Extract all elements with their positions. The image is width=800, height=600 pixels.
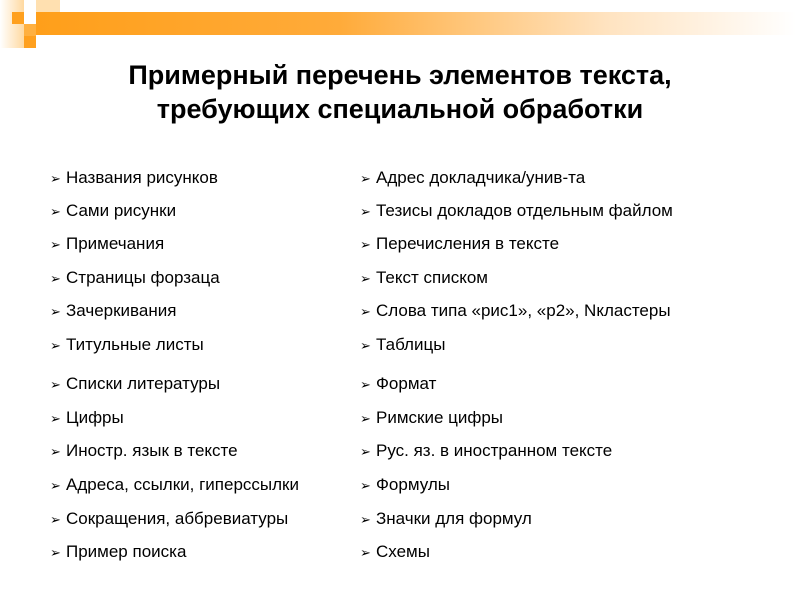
arrow-bullet-icon: ➢ — [360, 237, 371, 252]
list-item-text: Значки для формул — [376, 509, 532, 528]
arrow-bullet-icon: ➢ — [360, 171, 371, 186]
arrow-bullet-icon: ➢ — [50, 237, 61, 252]
list-item-text: Страницы форзаца — [66, 268, 220, 287]
arrow-bullet-icon: ➢ — [50, 478, 61, 493]
arrow-bullet-icon: ➢ — [50, 171, 61, 186]
list-item-text: Формулы — [376, 475, 450, 494]
list-item — [50, 509, 288, 530]
list-item-text: Таблицы — [376, 335, 446, 354]
list-item — [360, 335, 445, 356]
slide-title — [0, 58, 800, 126]
list-item-text: Текст списком — [376, 268, 488, 287]
list-item-text: Формат — [376, 374, 437, 393]
list-item — [50, 234, 164, 255]
list-item — [360, 475, 450, 496]
list-item-text: Зачеркивания — [66, 301, 177, 320]
arrow-bullet-icon: ➢ — [360, 545, 371, 560]
arrow-bullet-icon: ➢ — [360, 204, 371, 219]
list-item — [50, 301, 176, 322]
list-item — [360, 301, 671, 322]
list-item-text: Названия рисунков — [66, 168, 218, 187]
list-item-text: Тезисы докладов отдельным файлом — [376, 201, 673, 220]
arrow-bullet-icon: ➢ — [50, 411, 61, 426]
list-item-text: Схемы — [376, 542, 430, 561]
list-item — [50, 542, 186, 563]
list-item — [50, 475, 299, 496]
title-line-2: требующих специальной обработки — [156, 94, 644, 124]
arrow-bullet-icon: ➢ — [360, 512, 371, 527]
arrow-bullet-icon: ➢ — [50, 204, 61, 219]
arrow-bullet-icon: ➢ — [50, 512, 61, 527]
arrow-bullet-icon: ➢ — [50, 271, 61, 286]
arrow-bullet-icon: ➢ — [360, 444, 371, 459]
title-line-1: Примерный перечень элементов текста, — [128, 60, 672, 90]
list-item — [50, 335, 204, 356]
list-item — [50, 268, 220, 289]
arrow-bullet-icon: ➢ — [360, 478, 371, 493]
arrow-bullet-icon: ➢ — [360, 304, 371, 319]
list-item — [360, 234, 559, 255]
arrow-bullet-icon: ➢ — [50, 545, 61, 560]
list-item-text: Адрес докладчика/унив-та — [376, 168, 586, 187]
arrow-bullet-icon: ➢ — [50, 338, 61, 353]
list-item-text: Цифры — [66, 408, 124, 427]
list-item — [50, 168, 218, 189]
arrow-bullet-icon: ➢ — [360, 271, 371, 286]
list-item — [360, 268, 488, 289]
list-item — [50, 201, 176, 222]
list-item — [360, 374, 436, 395]
arrow-bullet-icon: ➢ — [360, 377, 371, 392]
list-item-text: Сами рисунки — [66, 201, 177, 220]
list-item-text: Римские цифры — [376, 408, 504, 427]
list-item-text: Сокращения, аббревиатуры — [66, 509, 289, 528]
list-item — [50, 374, 220, 395]
list-item — [360, 542, 430, 563]
list-item-text: Перечисления в тексте — [376, 234, 560, 253]
arrow-bullet-icon: ➢ — [50, 377, 61, 392]
list-item — [360, 201, 673, 222]
arrow-bullet-icon: ➢ — [50, 304, 61, 319]
arrow-bullet-icon: ➢ — [360, 338, 371, 353]
list-item — [360, 509, 532, 530]
list-item-text: Адреса, ссылки, гиперссылки — [66, 475, 299, 494]
header-bar — [36, 12, 796, 35]
list-item-text: Списки литературы — [66, 374, 221, 393]
list-item — [360, 441, 612, 462]
list-item-text: Иностр. язык в тексте — [66, 441, 238, 460]
arrow-bullet-icon: ➢ — [360, 411, 371, 426]
list-item — [360, 168, 585, 189]
list-item — [50, 408, 124, 429]
list-item-text: Пример поиска — [66, 542, 187, 561]
list-item — [360, 408, 503, 429]
list-item-text: Примечания — [66, 234, 165, 253]
list-item-text: Рус. яз. в иностранном тексте — [376, 441, 613, 460]
list-item — [50, 441, 238, 462]
list-item-text: Слова типа «рис1», «р2», Nкластеры — [376, 301, 671, 320]
arrow-bullet-icon: ➢ — [50, 444, 61, 459]
list-item-text: Титульные листы — [66, 335, 204, 354]
